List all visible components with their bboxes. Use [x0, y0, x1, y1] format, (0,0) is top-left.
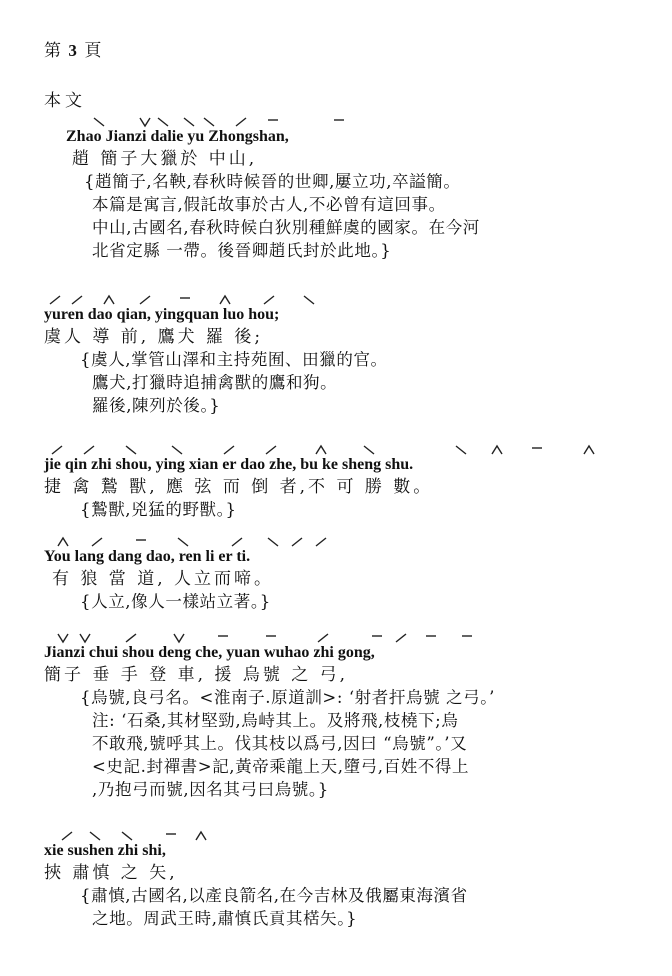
tone-mark-icon: [314, 536, 328, 548]
annotation-line: {人立,像人一樣站立著。}: [80, 592, 271, 611]
pinyin-line: [44, 548, 672, 566]
pinyin-line: [44, 644, 672, 662]
pinyin-text: jie qin zhi shou, ying xian er dao zhe, bu ke sheng shu.: [44, 456, 414, 473]
verse-paragraph: [0, 128, 672, 262]
pinyin-line: [44, 842, 672, 860]
tone-mark-icon: [230, 536, 244, 548]
page-label-prefix: 第: [44, 41, 62, 61]
verse-paragraph: [0, 306, 672, 417]
tone-mark-icon: [48, 294, 62, 306]
hanzi-line: 有 狼 當 道, 人立而啼。: [52, 569, 275, 589]
pinyin-text: Zhao Jianzi dalie yu Zhongshan,: [66, 128, 289, 145]
tone-mark-icon: [70, 294, 84, 306]
page-number: [44, 36, 102, 61]
tone-mark-icon: [262, 294, 276, 306]
verse-paragraph: [0, 842, 672, 930]
tone-mark-icon: [222, 444, 236, 456]
tone-mark-icon: [302, 294, 316, 306]
tone-mark-icon: [264, 632, 278, 644]
tone-mark-icon: [362, 444, 376, 456]
pinyin-line: [44, 456, 672, 474]
tone-mark-icon: [134, 536, 148, 548]
annotation-line: {鷙獸,兇猛的野獸。}: [80, 500, 237, 519]
annotation-line: 注: ‘石桑,其材堅勁,烏峙其上。及將飛,枝橈下;烏: [92, 711, 459, 730]
tone-mark-icon: [424, 632, 438, 644]
tone-mark-icon: [316, 632, 330, 644]
annotation-line: 本篇是寓言,假託故事於古人,不必曾有這回事。: [92, 195, 446, 214]
tone-mark-icon: [314, 444, 328, 456]
annotation-line: {趙簡子,名鞅,春秋時候晉的世卿,屢立功,卒謚簡。: [84, 172, 461, 191]
annotation-line: <史記.封禪書>記,黃帝乘龍上天,墮弓,百姓不得上: [92, 757, 470, 776]
annotation-line: 北省定縣 一帶。後晉卿趙氏封於此地。}: [92, 241, 392, 260]
tone-mark-icon: [92, 116, 106, 128]
tone-mark-icon: [266, 116, 280, 128]
tone-mark-icon: [164, 830, 178, 842]
tone-mark-icon: [216, 632, 230, 644]
tone-mark-icon: [234, 116, 248, 128]
pinyin-text: You lang dang dao, ren li er ti.: [44, 548, 251, 565]
page-number-value: 3: [68, 41, 78, 60]
pinyin-text: xie sushen zhi shi,: [44, 842, 166, 859]
tone-mark-icon: [176, 536, 190, 548]
tone-mark-icon: [88, 830, 102, 842]
tone-mark-icon: [218, 294, 232, 306]
tone-mark-icon: [454, 444, 468, 456]
page-label-suffix: 頁: [84, 41, 103, 61]
annotation-line: 不敢飛,號呼其上。伐其枝以爲弓,因曰 “烏號”。’又: [92, 734, 468, 753]
tone-mark-icon: [138, 294, 152, 306]
tone-mark-icon: [194, 830, 208, 842]
tone-mark-icon: [56, 632, 70, 644]
hanzi-line: 簡子 垂 手 登 車, 援 烏號 之 弓,: [44, 665, 349, 685]
tone-mark-icon: [90, 536, 104, 548]
section-title: 本文: [44, 91, 86, 111]
hanzi-line: 挾 肅慎 之 矢,: [44, 863, 178, 883]
tone-mark-icon: [332, 116, 346, 128]
tone-mark-icon: [182, 116, 196, 128]
tone-mark-icon: [530, 444, 544, 456]
tone-mark-icon: [460, 632, 474, 644]
annotation-line: 羅後,陳列於後。}: [92, 396, 221, 415]
tone-mark-icon: [102, 294, 116, 306]
tone-mark-icon: [138, 116, 152, 128]
tone-mark-icon: [178, 294, 192, 306]
tone-mark-icon: [170, 444, 184, 456]
tone-mark-icon: [78, 632, 92, 644]
annotation-line: 中山,古國名,春秋時候白狄別種鮮虞的國家。在今河: [92, 218, 480, 237]
pinyin-line: [44, 306, 672, 324]
tone-mark-icon: [394, 632, 408, 644]
tone-mark-icon: [120, 830, 134, 842]
verse-paragraph: [0, 456, 672, 521]
tone-mark-icon: [60, 830, 74, 842]
hanzi-line: 捷 禽 鷙 獸, 應 弦 而 倒 者,不 可 勝 數。: [44, 477, 434, 497]
tone-mark-icon: [56, 536, 70, 548]
pinyin-text: yuren dao qian, yingquan luo hou;: [44, 306, 280, 323]
tone-mark-icon: [124, 632, 138, 644]
annotation-line: {虞人,掌管山澤和主持苑囿、田獵的官。: [80, 350, 388, 369]
tone-mark-icon: [82, 444, 96, 456]
tone-mark-icon: [490, 444, 504, 456]
tone-mark-icon: [50, 444, 64, 456]
pinyin-text: Jianzi chui shou deng che, yuan wuhao zhi gong,: [44, 644, 375, 661]
verse-paragraph: [0, 644, 672, 801]
pinyin-line: [66, 128, 672, 146]
annotation-line: ,乃抱弓而號,因名其弓曰烏號。}: [92, 780, 329, 799]
annotation-line: 之地。周武王時,肅慎氏貢其楛矢。}: [92, 909, 358, 928]
verse-paragraph: [0, 548, 672, 613]
tone-mark-icon: [202, 116, 216, 128]
tone-mark-icon: [370, 632, 384, 644]
hanzi-line: 趙 簡子大獵於 中山,: [72, 149, 258, 169]
annotation-line: {烏號,良弓名。<淮南子.原道訓>: ‘射者扞烏號 之弓。’: [80, 688, 495, 707]
tone-mark-icon: [124, 444, 138, 456]
annotation-line: 鷹犬,打獵時追捕禽獸的鷹和狗。: [92, 373, 338, 392]
tone-mark-icon: [266, 536, 280, 548]
tone-mark-icon: [582, 444, 596, 456]
tone-mark-icon: [172, 632, 186, 644]
hanzi-line: 虞人 導 前, 鷹犬 羅 後;: [44, 327, 264, 347]
tone-mark-icon: [290, 536, 304, 548]
annotation-line: {肅慎,古國名,以產良箭名,在今吉林及俄屬東海濱省: [80, 886, 468, 905]
tone-mark-icon: [264, 444, 278, 456]
tone-mark-icon: [156, 116, 170, 128]
